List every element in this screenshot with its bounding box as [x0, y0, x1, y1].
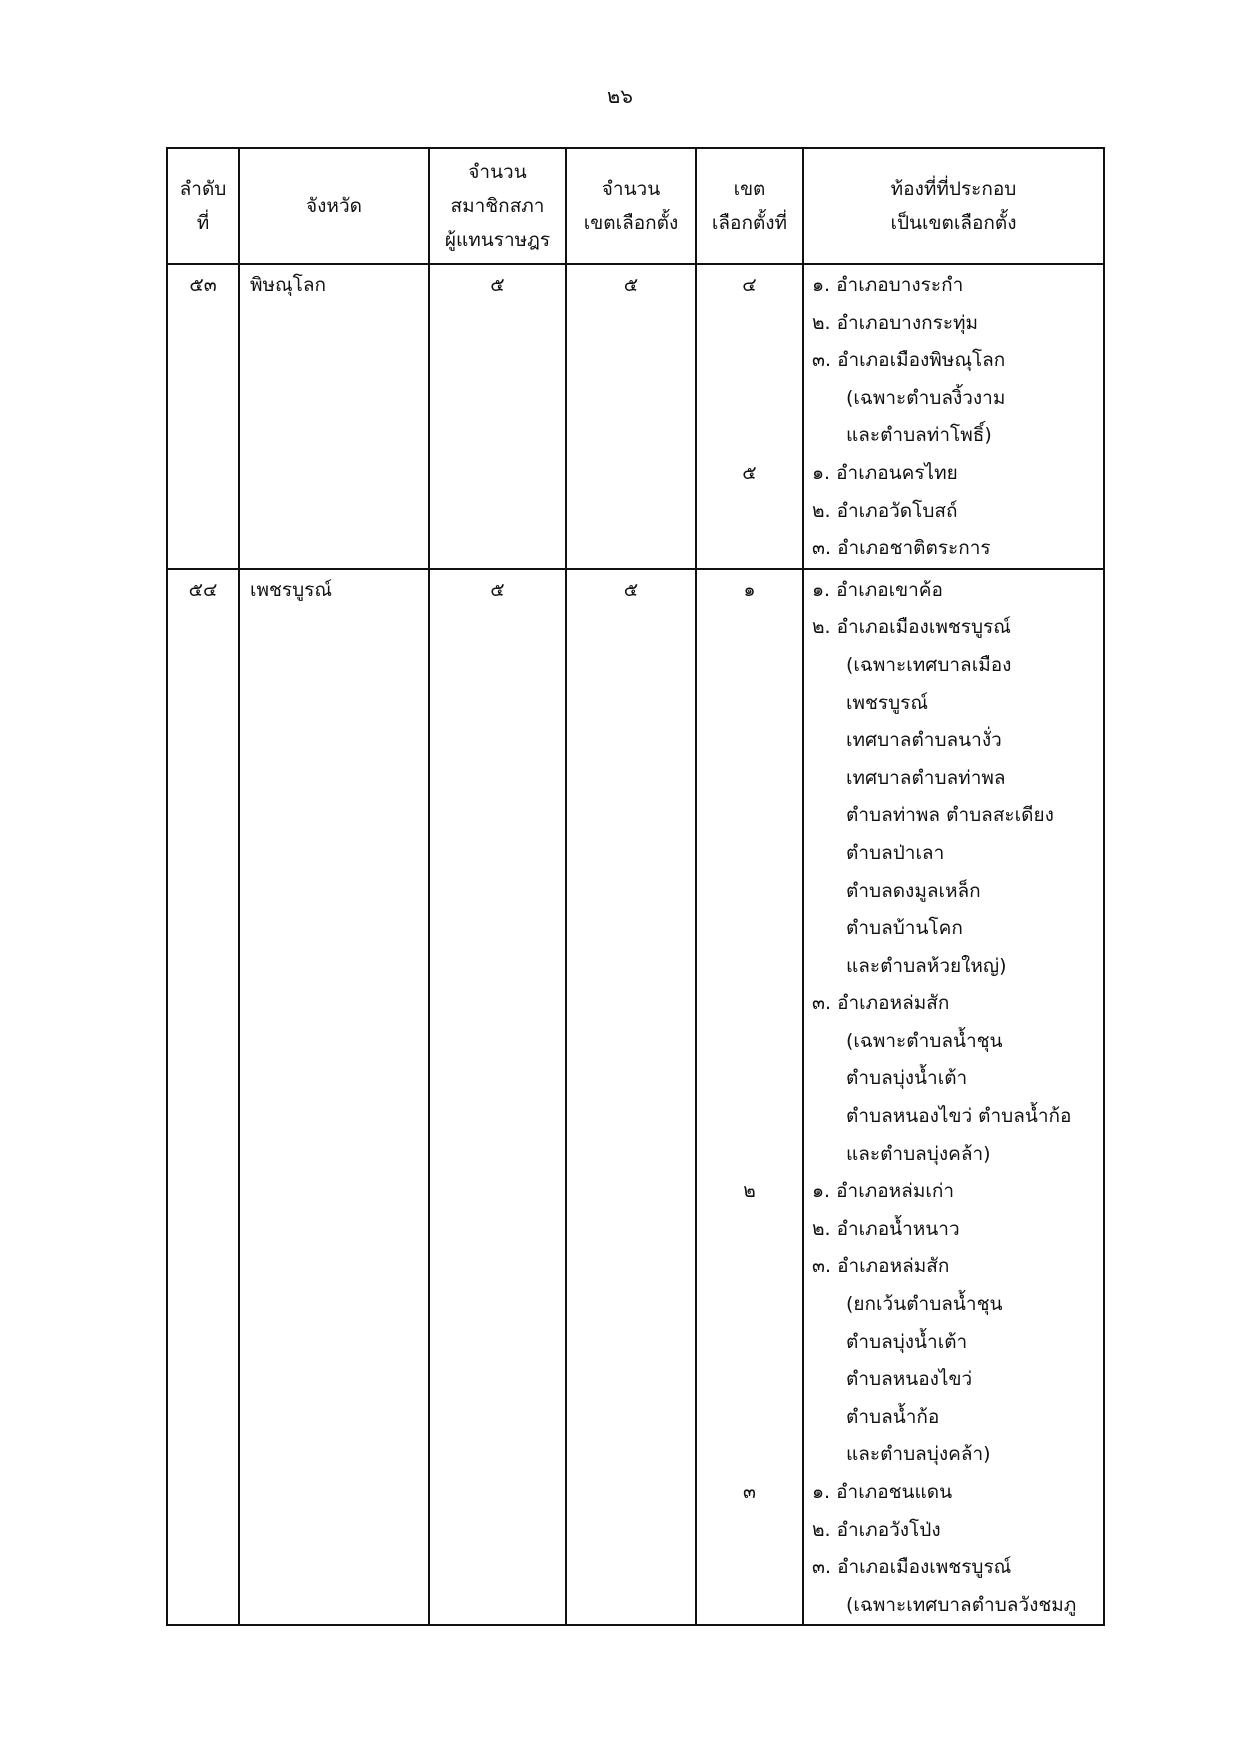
district-number: ๑: [743, 578, 756, 601]
header-text: เลือกตั้งที่: [711, 212, 788, 234]
area-line: ๓. อำเภอเมืองเพชรบูรณ์: [812, 1556, 1012, 1579]
header-district-number: [696, 148, 803, 264]
row-order: ๕๔: [188, 578, 218, 601]
row-areas: [804, 570, 1103, 1625]
spacer: [697, 1324, 802, 1362]
area-line: ๓. อำเภอชาติตระการ: [812, 537, 991, 560]
row-areas-cell: [803, 569, 1104, 1626]
spacer: [697, 685, 802, 723]
spacer: [697, 417, 802, 455]
area-line: ๑. อำเภอบางระกำ: [812, 274, 964, 296]
area-line: ตำบลบุ่งน้ำเต้า: [846, 1330, 968, 1353]
row-order-cell: [167, 569, 239, 1626]
header-text: จำนวน: [468, 161, 527, 183]
spacer: [697, 342, 802, 380]
header-province: [239, 148, 429, 264]
row-mp-count: ๕: [490, 578, 505, 601]
area-line: ตำบลหนองไขว่: [846, 1368, 973, 1391]
header-areas: [803, 148, 1104, 264]
row-district-numbers-cell: [696, 264, 803, 569]
spacer: [697, 1248, 802, 1286]
area-line: ๑. อำเภอชนแดน: [812, 1481, 953, 1503]
area-line: ๑. อำเภอนครไทย: [812, 461, 958, 484]
header-text: ที่: [196, 212, 210, 234]
spacer: [697, 305, 802, 343]
spacer: [697, 985, 802, 1023]
spacer: [697, 1060, 802, 1098]
row-district-numbers: [697, 570, 802, 1625]
area-line: ตำบลท่าพล ตำบลสะเดียง: [846, 804, 1054, 827]
area-line: และตำบลบุ่งคล้า): [846, 1443, 991, 1466]
area-line: ๑. อำเภอหล่มเก่า: [812, 1180, 955, 1203]
row-province-cell: [239, 264, 429, 569]
row-district-count-cell: [566, 569, 696, 1626]
header-text: สมาชิกสภา: [450, 195, 545, 217]
header-order: [167, 148, 239, 264]
area-line: ๒. อำเภอบางกระทุ่ม: [812, 311, 979, 334]
row-district-numbers: [697, 265, 802, 568]
area-line: และตำบลบุ่งคล้า): [846, 1142, 991, 1165]
area-line: (เฉพาะเทศบาลเมือง: [846, 653, 1012, 676]
spacer: [697, 1211, 802, 1249]
spacer: [697, 1512, 802, 1550]
area-line: ตำบลป่าเลา: [846, 841, 945, 864]
table-row: [167, 569, 1104, 1626]
row-province: พิษณุโลก: [250, 274, 327, 296]
area-line: (เฉพาะตำบลงิ้วงาม: [846, 386, 1006, 409]
area-line: ๒. อำเภอวังโป่ง: [812, 1518, 941, 1541]
row-province: เพชรบูรณ์: [250, 578, 333, 601]
area-line: ๒. อำเภอเมืองเพชรบูรณ์: [812, 616, 1011, 639]
area-line: เทศบาลตำบลนางั่ว: [846, 729, 1002, 752]
spacer: [697, 835, 802, 873]
spacer: [697, 910, 802, 948]
spacer: [697, 948, 802, 986]
header-text: ลำดับ: [179, 178, 227, 200]
header-district-count: [566, 148, 696, 264]
spacer: [697, 722, 802, 760]
row-province-cell: [239, 569, 429, 1626]
area-line: ตำบลบ้านโคก: [846, 917, 963, 940]
spacer: [697, 609, 802, 647]
row-areas-cell: [803, 264, 1104, 569]
area-line: ๒. อำเภอน้ำหนาว: [812, 1217, 960, 1240]
row-district-numbers-cell: [696, 569, 803, 1626]
header-text: จังหวัด: [306, 195, 362, 217]
area-line: ๓. อำเภอหล่มสัก: [812, 1255, 950, 1278]
header-text: จำนวน: [601, 178, 661, 200]
area-line: (เฉพาะตำบลน้ำชุน: [846, 1029, 1003, 1052]
area-line: ๓. อำเภอเมืองพิษณุโลก: [812, 349, 1006, 372]
row-mp-count-cell: [429, 569, 566, 1626]
spacer: [697, 530, 802, 568]
row-mp-count: ๕: [490, 274, 505, 296]
row-district-count: ๕: [623, 274, 639, 296]
spacer: [697, 380, 802, 418]
spacer: [697, 1549, 802, 1587]
area-line: และตำบลท่าโพธิ์): [846, 424, 992, 447]
header-text: เป็นเขตเลือกตั้ง: [890, 212, 1017, 234]
spacer: [697, 493, 802, 531]
area-line: ๑. อำเภอเขาค้อ: [812, 578, 943, 601]
area-line: ตำบลหนองไขว่ ตำบลน้ำก้อ: [846, 1105, 1072, 1128]
spacer: [697, 1399, 802, 1437]
spacer: [697, 873, 802, 911]
area-line: และตำบลห้วยใหญ่): [846, 954, 1007, 977]
spacer: [697, 1587, 802, 1625]
row-mp-count-cell: [429, 264, 566, 569]
spacer: [697, 1361, 802, 1399]
header-text: เขต: [733, 178, 766, 200]
row-areas: [804, 265, 1103, 568]
spacer: [697, 1023, 802, 1061]
area-line: (เฉพาะเทศบาลตำบลวังชมภู: [846, 1593, 1077, 1616]
spacer: [697, 1098, 802, 1136]
district-number: ๕: [742, 461, 757, 484]
area-line: ตำบลดงมูลเหล็ก: [846, 879, 981, 902]
district-number: ๓: [743, 1481, 756, 1503]
area-line: เทศบาลตำบลท่าพล: [846, 766, 1006, 789]
area-line: ตำบลน้ำก้อ: [846, 1405, 940, 1428]
page-number: ๒๖: [607, 84, 633, 108]
area-line: (ยกเว้นตำบลน้ำชุน: [846, 1293, 1003, 1316]
spacer: [697, 1286, 802, 1324]
header-text: ท้องที่ที่ประกอบ: [890, 178, 1017, 200]
area-line: ๓. อำเภอหล่มสัก: [812, 992, 950, 1015]
header-mp-count: [429, 148, 566, 264]
area-line: ๒. อำเภอวัดโบสถ์: [812, 499, 958, 522]
spacer: [697, 1436, 802, 1474]
spacer: [697, 760, 802, 798]
row-order: ๕๓: [189, 274, 217, 296]
table-row: [167, 264, 1104, 569]
district-number: ๒: [743, 1180, 756, 1203]
row-district-count-cell: [566, 264, 696, 569]
area-line: ตำบลบุ่งน้ำเต้า: [846, 1067, 968, 1090]
header-text: เขตเลือกตั้ง: [583, 212, 679, 234]
spacer: [697, 1136, 802, 1174]
row-order-cell: [167, 264, 239, 569]
header-text: ผู้แทนราษฎร: [444, 229, 551, 251]
district-number: ๔: [742, 274, 757, 296]
spacer: [697, 797, 802, 835]
constituency-table: [166, 147, 1105, 1626]
area-line: เพชรบูรณ์: [846, 691, 929, 714]
row-district-count: ๕: [623, 578, 639, 601]
spacer: [697, 647, 802, 685]
table-header-row: [167, 148, 1104, 264]
